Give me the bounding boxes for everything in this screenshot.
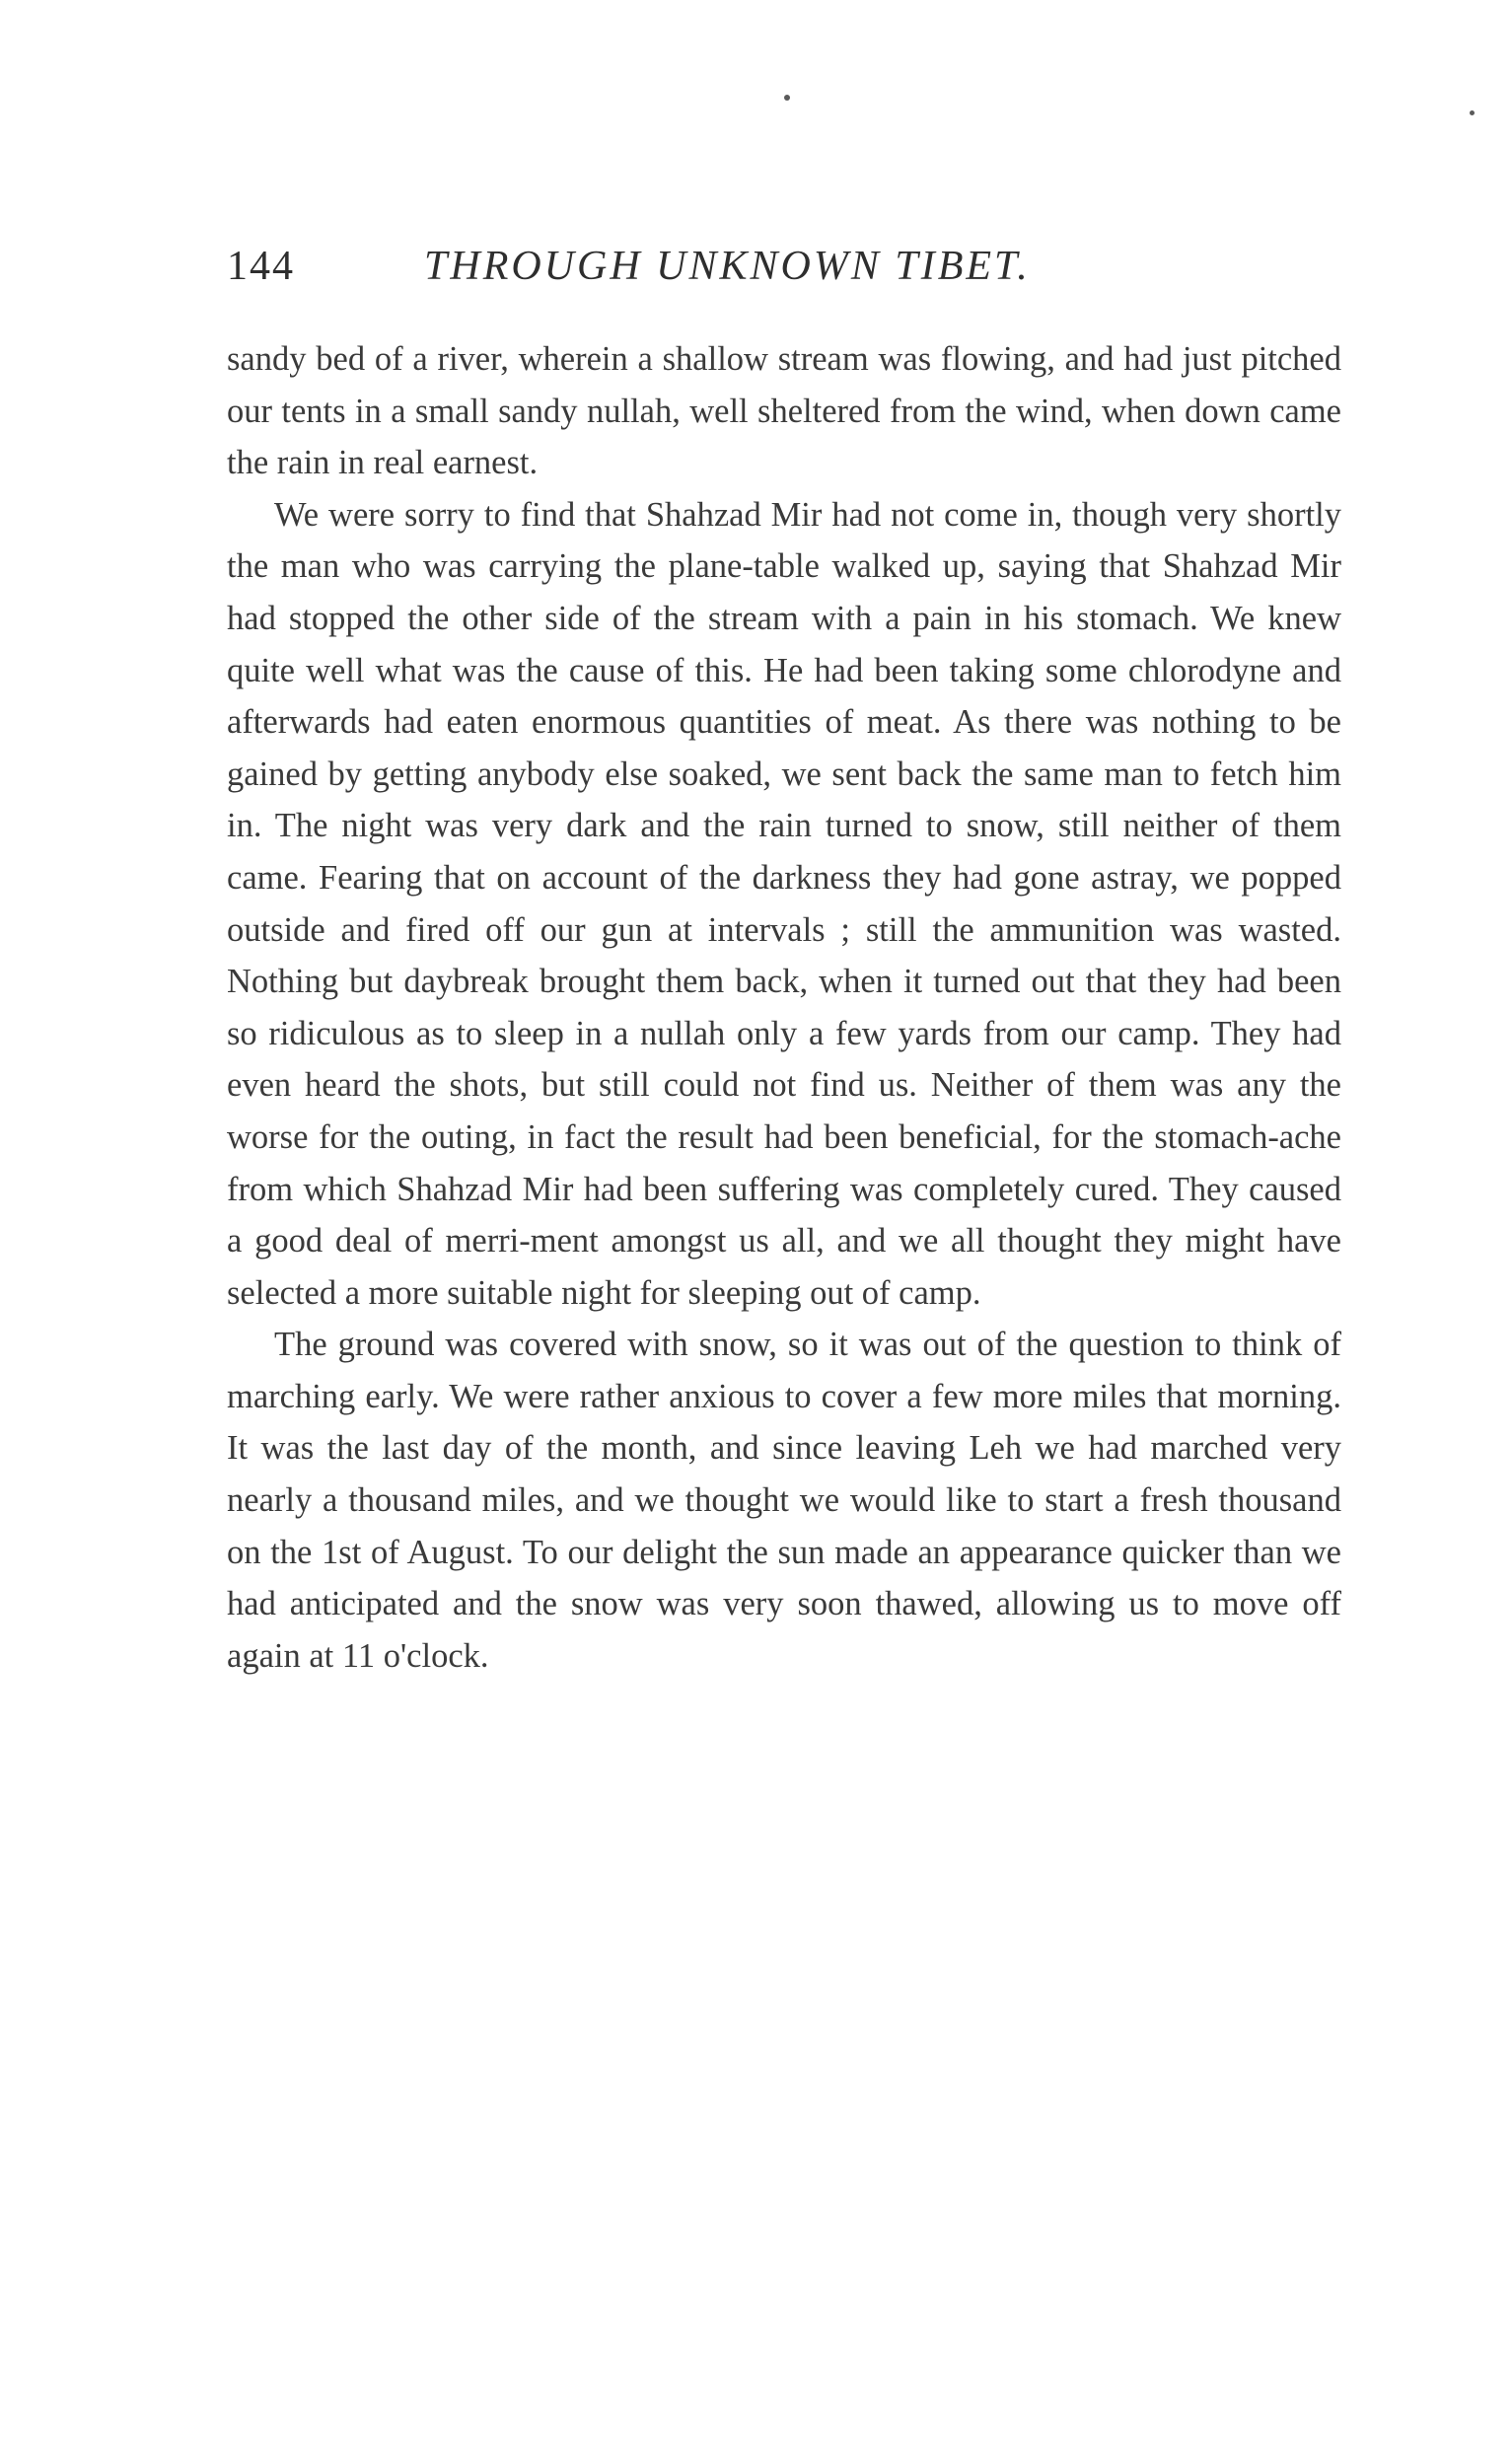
- ink-speck: [1470, 110, 1475, 115]
- page-number: 144: [227, 244, 295, 289]
- paragraph: The ground was covered with snow, so it was out of the question to think of marching early. We were rather anxious to cover a few more miles that morning. It was the last day of the month, and since leaving Leh we had marched very nearly a thousand miles, and we thought we would like to start a fresh thousand on the 1st of August. To our delight the sun made an appearance quicker than we had anticipated and the snow was very soon thawed, allowing us to move off again at 11 o'clock.: [227, 1326, 1341, 1675]
- ink-speck: [784, 95, 790, 101]
- body-text: [227, 333, 1341, 1682]
- paragraph-continued: sandy bed of a river, wherein a shallow stream was flowing, and had just pitched our tents in a small sandy nullah, well sheltered from the wind, when down came the rain in real earnest.: [227, 340, 1341, 482]
- running-title: THROUGH UNKNOWN TIBET.: [424, 244, 1031, 289]
- page-header: [227, 243, 1341, 302]
- paragraph: We were sorry to find that Shahzad Mir had not come in, though very shortly the man who was carrying the plane-table walked up, saying that Shahzad Mir had stopped the other side of the stream with a pain in his stomach. We knew quite well what was the cause of this. He had been taking some chlorodyne and afterwards had eaten enormous quantities of meat. As there was nothing to be gained by getting anybody else soaked, we sent back the same man to fetch him in. The night was very dark and the rain turned to snow, still neither of them came. Fearing that on account of the darkness they had gone astray, we popped outside and fired off our gun at intervals ; still the ammunition was wasted. Nothing but daybreak brought them back, when it turned out that they had been so ridiculous as to sleep in a nullah only a few yards from our camp. They had even heard the shots, but still could not find us. Neither of them was any the worse for the outing, in fact the result had been beneficial, for the stomach-ache from which Shahzad Mir had been suffering was completely cured. They caused a good deal of merri-ment amongst us all, and we all thought they might have selected a more suitable night for sleeping out of camp.: [227, 495, 1341, 1312]
